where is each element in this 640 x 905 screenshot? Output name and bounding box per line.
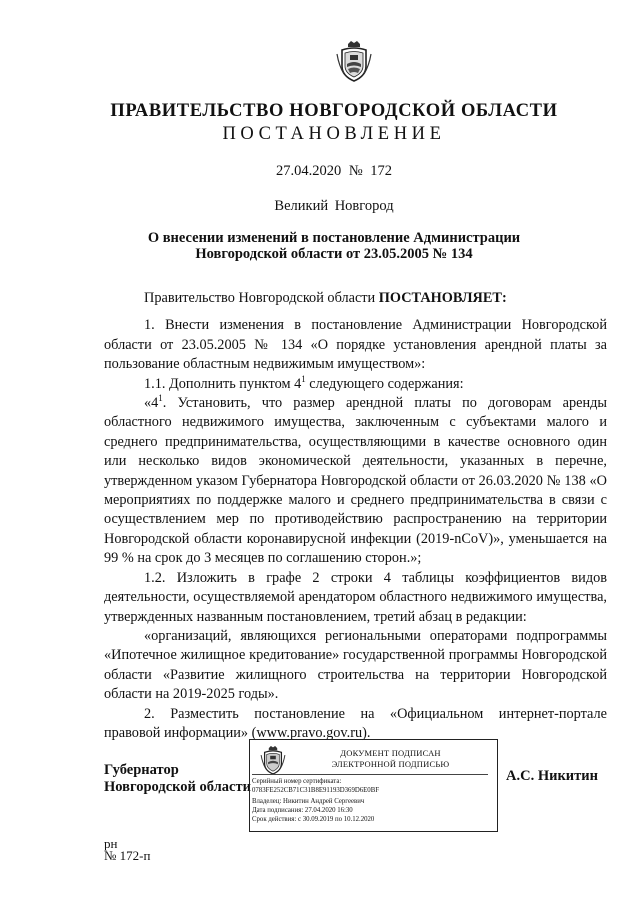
date-number: 27.04.2020 № 172	[275, 163, 393, 179]
lead-text: Правительство Новгородской области	[144, 290, 379, 306]
organization-title: ПРАВИТЕЛЬСТВО НОВГОРОДСКОЙ ОБЛАСТИ	[110, 101, 558, 121]
electronic-signature-stamp	[249, 739, 498, 832]
text-fragment: 1.1. Дополнить пунктом 4	[144, 375, 302, 392]
stamp-heading: ЭЛЕКТРОННОЙ ПОДПИСЬЮ	[331, 759, 450, 769]
footer-code	[104, 838, 150, 862]
stamp-signed-date: Дата подписания: 27.04.2020 16:30	[252, 807, 353, 814]
document-type: ПОСТАНОВЛЕНИЕ	[222, 124, 446, 144]
subject-line: Новгородской области от 23.05.2005 № 134	[195, 246, 473, 262]
lead-paragraph	[104, 289, 607, 308]
paragraph-1: 1. Внести изменения в постановление Администрации Новгородской области от 23.05.2005 № 134 «О порядке установления арендной платы за пользование областным недвижимым имуществом»:	[104, 317, 607, 373]
lead-verb: ПОСТАНОВЛЯЕТ:	[378, 290, 507, 306]
city: Великий Новгород	[274, 198, 394, 214]
signer-position	[104, 762, 251, 796]
stamp-validity: Срок действия: с 30.09.2019 по 10.12.2020	[252, 816, 375, 823]
paragraph-1-2: 1.2. Изложить в графе 2 строки 4 таблицы коэффициентов видов деятельности, осуществляемой арендатором областного недвижимого имущества, утвержденных названным постановлением, третий абзац в редакции:	[104, 569, 607, 625]
text-fragment: . Установить, что размер арендной платы по договорам аренды областного недвижимого имущества, заключенным с субъектами малого и среднего предпринимательства, осуществляющими в качестве основного один или несколько видов экономической деятельности, указанных в перечне, утвержденном указом Губернатора Новгородской области от 26.03.2020 № 138 «О мероприятиях по поддержке малого и среднего предпринимательства в связи с осуществлением мер по противодействию распространению на территории Новгородской области коронавирусной инфекции (2019-nCoV)», уменьшается на 99 % на срок до 3 месяцев по соглашению сторон.»;	[104, 395, 607, 567]
signer-position-line: Новгородской области	[104, 779, 251, 795]
coat-of-arms-icon	[259, 745, 287, 775]
paragraph-4-1	[104, 394, 607, 569]
signer-name: А.С. Никитин	[506, 768, 598, 784]
paragraph-quote: «организаций, являющихся региональными операторами подпрограммы «Ипотечное жилищное кредитование» государственной программы Новгородской области «Развитие жилищного строительства на территории Новгородской области на 2019-2025 годы».	[104, 627, 607, 703]
stamp-heading: ДОКУМЕНТ ПОДПИСАН	[340, 748, 441, 758]
superscript: 1	[158, 393, 163, 404]
footer-initials: рн	[104, 836, 118, 851]
paragraph-2: 2. Разместить постановление на «Официальном интернет-портале правовой информации» (www.pravo.gov.ru).	[104, 705, 607, 741]
document-subject	[14, 230, 640, 262]
signer-position-line: Губернатор	[104, 762, 179, 778]
stamp-divider	[252, 774, 488, 775]
stamp-cert-number: 0783FE252CB71C31B8E91193D369D6E0BF	[252, 787, 380, 794]
document-body	[104, 289, 607, 743]
text-fragment: следующего содержания:	[305, 375, 464, 392]
superscript: 1	[301, 373, 306, 384]
stamp-cert-label: Серийный номер сертификата:	[252, 778, 342, 785]
subject-line: О внесении изменений в постановление Администрации	[147, 230, 521, 246]
footer-number: № 172-п	[104, 848, 151, 863]
stamp-owner: Владелец: Никитин Андрей Сергеевич	[252, 798, 365, 805]
paragraph-1-1	[104, 375, 607, 394]
text-fragment: «4	[144, 395, 159, 412]
coat-of-arms-icon	[334, 40, 374, 82]
